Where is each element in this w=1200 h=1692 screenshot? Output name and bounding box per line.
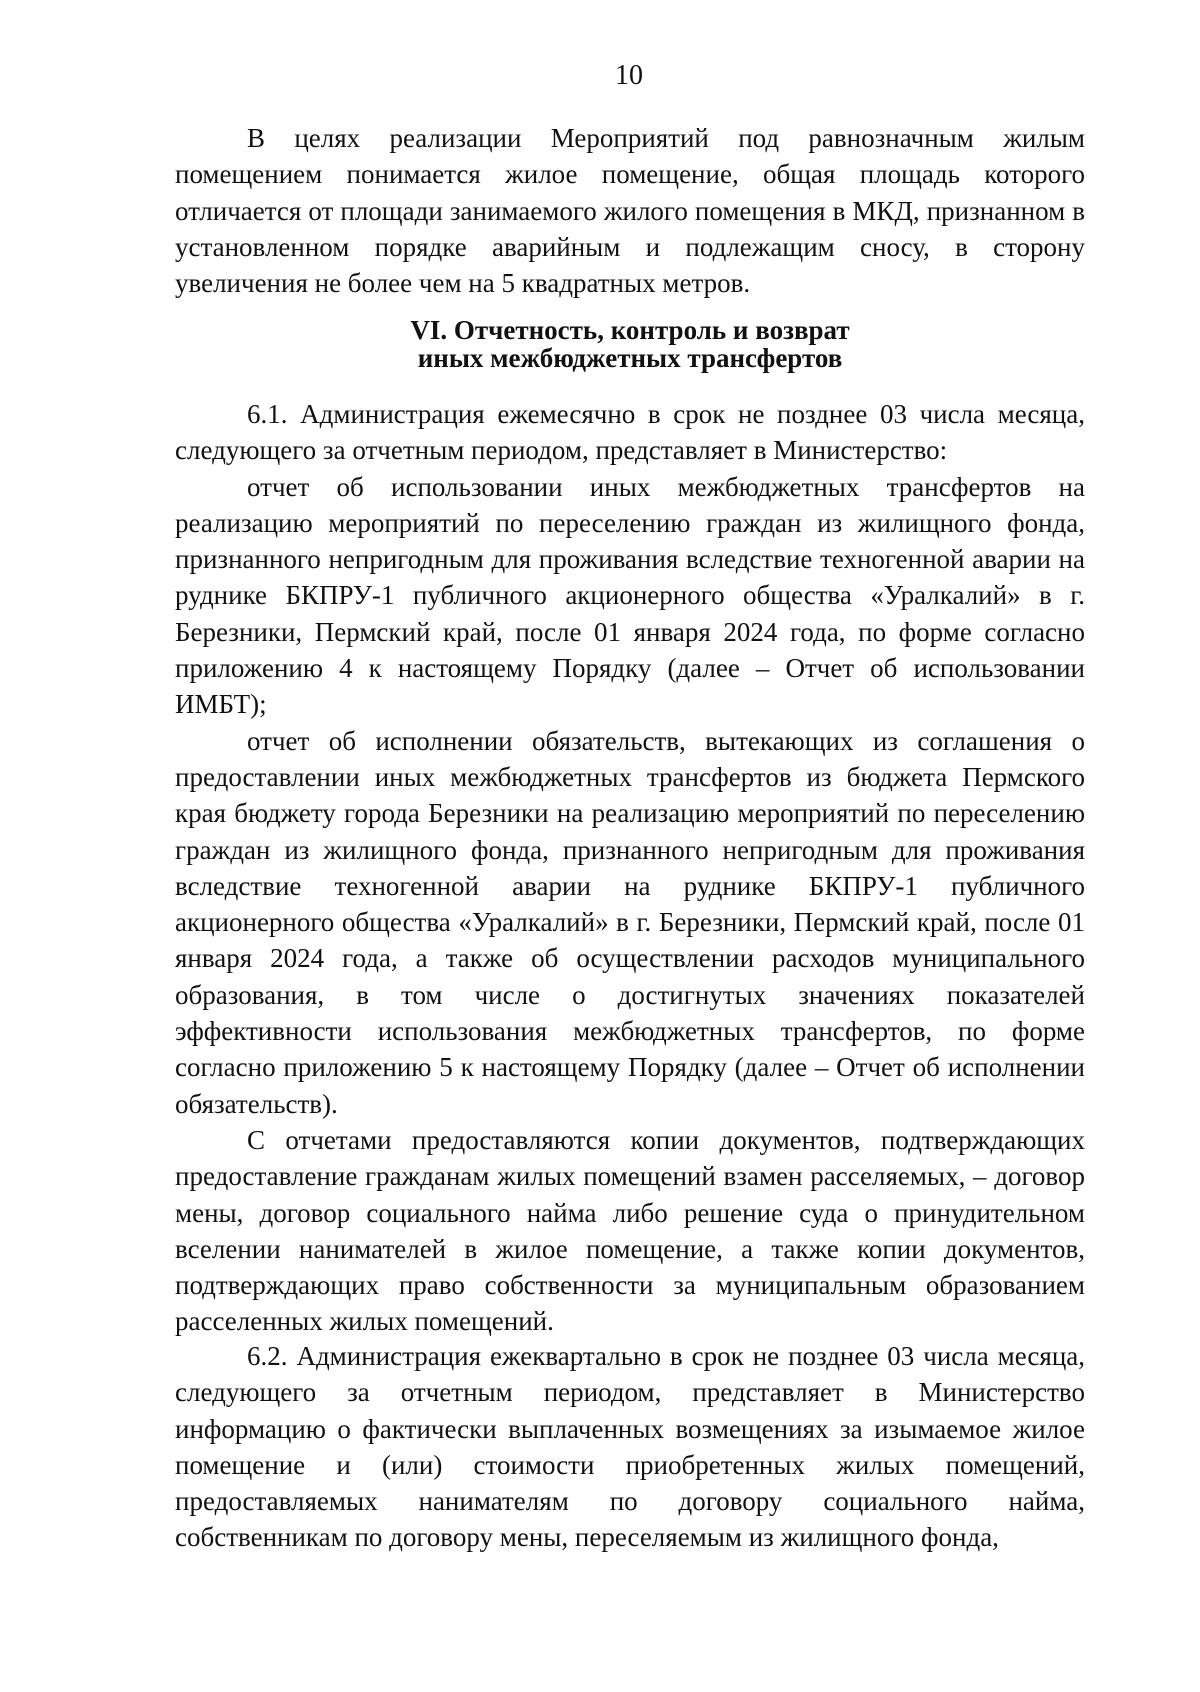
section-heading-line-1: VI. Отчетность, контроль и возврат <box>410 315 850 345</box>
section-heading-line-2: иных межбюджетных трансфертов <box>417 343 843 373</box>
attachments-block <box>175 1122 1085 1340</box>
intro-paragraph: В целях реализации Мероприятий под равнозначным жилым помещением понимается жилое помещение, общая площадь которого отличается от площади занимаемого жилого помещения в МКД, признанном в установленном порядке аварийным и подлежащим сносу, в сторону увеличения не более чем на 5 квадратных метров. <box>175 123 1085 299</box>
paragraph-imbt-report: отчет об использовании иных межбюджетных трансфертов на реализацию мероприятий по переселению граждан из жилищного фонда, признанного непригодным для проживания вследствие техногенной аварии на руднике БКПРУ-1 публичного акционерного общества «Уралкалий» в г. Березники, Пермский край, после 01 января 2024 года, по форме согласно приложению 4 к настоящему Порядку (далее – Отчет об использовании ИМБТ); <box>175 471 1085 720</box>
paragraph-obligations-report: отчет об исполнении обязательств, вытекающих из соглашения о предоставлении иных межбюджетных трансфертов из бюджета Пермского края бюджету города Березники на реализацию мероприятий по переселению граждан из жилищного фонда, признанного непригодным для проживания вследствие техногенной аварии на руднике БКПРУ-1 публичного акционерного общества «Уралкалий» в г. Березники, Пермский край, после 01 января 2024 года, а также об осуществлении расходов муниципального образования, в том числе о достигнутых значениях показателей эффективности использования межбюджетных трансфертов, по форме согласно приложению 5 к настоящему Порядку (далее – Отчет об исполнении обязательств). <box>175 725 1085 1119</box>
intro-block <box>175 120 1085 301</box>
paragraph-6-1: 6.1. Администрация ежемесячно в срок не позднее 03 числа месяца, следующего за отчетным периодом, представляет в Министерство: <box>175 399 1085 466</box>
paragraph-6-2: 6.2. Администрация ежеквартально в срок не позднее 03 числа месяца, следующего за отчетным периодом, представляет в Министерство информацию о фактически выплаченных возмещениях за изымаемое жилое помещение и (или) стоимости приобретенных жилых помещений, предоставляемых нанимателям по договору социального найма, собственникам по договору мены, переселяемым из жилищного фонда, <box>175 1341 1085 1553</box>
quarterly-block <box>175 1338 1085 1556</box>
reports-block <box>175 396 1085 1122</box>
page-number: 10 <box>615 60 643 91</box>
section-heading <box>175 316 1085 372</box>
paragraph-attachments: С отчетами предоставляются копии документов, подтверждающих предоставление гражданам жилых помещений взамен расселяемых, – договор мены, договор социального найма либо решение суда о принудительном вселении нанимателей в жилое помещение, а также копии документов, подтверждающих право собственности за муниципальным образованием расселенных жилых помещений. <box>175 1125 1085 1337</box>
